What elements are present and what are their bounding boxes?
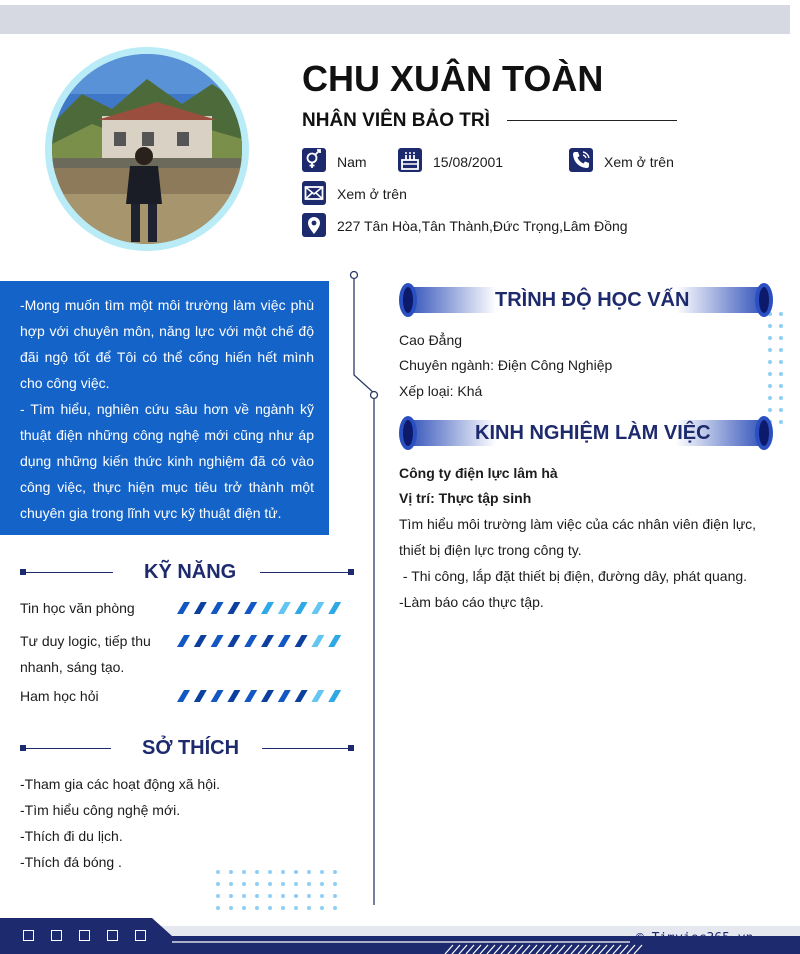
footer-square xyxy=(23,930,34,941)
decor-dot xyxy=(294,870,298,874)
decor-dot xyxy=(320,882,324,886)
decor-dot xyxy=(294,894,298,898)
hobbies-line-left xyxy=(24,748,111,749)
skill-level-segment xyxy=(261,602,274,614)
decor-dot xyxy=(307,870,311,874)
decor-dot xyxy=(320,870,324,874)
decor-dot xyxy=(779,396,783,400)
skill-level-segment xyxy=(261,690,274,702)
skill-level-segment xyxy=(311,602,324,614)
hobbies-title: SỞ THÍCH xyxy=(142,737,240,759)
decor-dot xyxy=(294,906,298,910)
skill-level-segment xyxy=(177,602,190,614)
skill-name: Ham học hỏi xyxy=(20,688,99,704)
decor-dot xyxy=(268,870,272,874)
skill-level-segment xyxy=(244,602,257,614)
decor-dot xyxy=(333,870,337,874)
decor-dot xyxy=(320,906,324,910)
experience-position: Vị trí: Thực tập sinh xyxy=(399,490,532,506)
role-divider xyxy=(507,120,677,121)
decor-dot xyxy=(779,348,783,352)
decor-dot xyxy=(307,882,311,886)
email-value: Xem ở trên xyxy=(337,186,407,202)
hobby-item: -Thích đá bóng . xyxy=(20,854,122,870)
decor-dot xyxy=(768,384,772,388)
decor-dot xyxy=(255,894,259,898)
address-value: 227 Tân Hòa,Tân Thành,Đức Trọng,Lâm Đồng xyxy=(337,218,628,234)
decor-dot xyxy=(242,906,246,910)
decor-dot xyxy=(768,408,772,412)
experience-line: Tìm hiểu môi trường làm việc của các nhân viên điện lực, xyxy=(399,516,757,532)
skill-level-segment xyxy=(211,635,224,647)
skill-level-segment xyxy=(211,602,224,614)
gender-icon xyxy=(302,148,326,172)
hobby-item: -Thích đi du lịch. xyxy=(20,828,123,844)
avatar xyxy=(52,54,242,244)
decor-dot xyxy=(768,360,772,364)
decor-dot xyxy=(307,906,311,910)
skills-line-left xyxy=(24,572,113,573)
footer-square xyxy=(79,930,90,941)
skill-level-segment xyxy=(278,602,291,614)
skill-level-segment xyxy=(194,690,207,702)
decor-dot xyxy=(255,870,259,874)
skill-level-segment xyxy=(194,602,207,614)
skill-level-bar xyxy=(176,688,346,704)
decor-dot xyxy=(779,384,783,388)
experience-title: KINH NGHIỆM LÀM VIỆC xyxy=(475,422,711,444)
experience-line: -Làm báo cáo thực tập. xyxy=(399,594,544,610)
education-level: Cao Đẳng xyxy=(399,332,463,348)
decor-dot xyxy=(333,906,337,910)
decor-dot xyxy=(242,894,246,898)
footer-square xyxy=(51,930,62,941)
phone-value: Xem ở trên xyxy=(604,154,674,170)
decor-dot xyxy=(229,882,233,886)
decor-dot xyxy=(216,882,220,886)
skill-level-segment xyxy=(244,635,257,647)
decor-dot xyxy=(281,870,285,874)
dot-pattern-left xyxy=(214,868,340,914)
decor-dot xyxy=(779,372,783,376)
cake-icon xyxy=(398,148,422,172)
skill-level-segment xyxy=(177,635,190,647)
skill-name: Tin học văn phòng xyxy=(20,600,135,616)
skill-name: Tư duy logic, tiếp thu nhanh, sáng tạo. xyxy=(20,633,151,675)
skill-level-segment xyxy=(328,690,341,702)
footer-square xyxy=(107,930,118,941)
top-decor-bar xyxy=(0,5,790,34)
skill-level-bar xyxy=(176,633,346,649)
hobby-item: -Tham gia các hoạt động xã hội. xyxy=(20,776,221,792)
decor-dot xyxy=(307,894,311,898)
skills-line-marker-right xyxy=(348,569,354,575)
decor-dot xyxy=(268,882,272,886)
decor-dot xyxy=(255,906,259,910)
skills-line-right xyxy=(260,572,352,573)
decor-dot xyxy=(281,882,285,886)
skill-level-segment xyxy=(177,690,190,702)
skill-level-segment xyxy=(211,690,224,702)
hobby-item: -Tìm hiểu công nghệ mới. xyxy=(20,802,181,818)
decor-dot xyxy=(779,408,783,412)
decor-dot xyxy=(779,360,783,364)
decor-dot xyxy=(281,906,285,910)
decor-dot xyxy=(229,870,233,874)
decor-dot xyxy=(768,348,772,352)
skill-level-segment xyxy=(295,690,308,702)
career-objective xyxy=(0,281,329,535)
decor-dot xyxy=(768,336,772,340)
watermark: © Timviec365.vn xyxy=(636,931,754,946)
phone-icon xyxy=(569,148,593,172)
decor-dot xyxy=(320,894,324,898)
skill-level-segment xyxy=(328,635,341,647)
decor-dot xyxy=(216,906,220,910)
skill-level-segment xyxy=(278,690,291,702)
decor-dot xyxy=(779,324,783,328)
decor-dot xyxy=(242,870,246,874)
decor-dot xyxy=(229,906,233,910)
skill-level-segment xyxy=(227,690,240,702)
decor-dot xyxy=(242,882,246,886)
decor-dot xyxy=(268,894,272,898)
objective-paragraph-2: - Tìm hiểu, nghiên cứu sâu hơn về ngành kỹ thuật điện những công nghệ mới cũng như áp dụng những kiến thức kinh nghiệm đã có vào công việc, thực hiện mục tiêu trở thành một chuyên gia trong lĩnh vực kỹ thuật điện tử. xyxy=(20,401,314,521)
footer-square xyxy=(135,930,146,941)
location-icon xyxy=(302,213,326,237)
decor-dot xyxy=(333,894,337,898)
experience-company: Công ty điện lực lâm hà xyxy=(399,465,558,481)
skill-level-bar xyxy=(176,600,346,616)
mail-icon xyxy=(302,181,326,205)
decor-dot xyxy=(216,894,220,898)
hobbies-line-right xyxy=(262,748,352,749)
decor-dot xyxy=(281,894,285,898)
skill-level-segment xyxy=(227,635,240,647)
candidate-role: NHÂN VIÊN BẢO TRÌ xyxy=(302,110,490,131)
decor-dot xyxy=(216,870,220,874)
decor-dot xyxy=(768,372,772,376)
skill-level-segment xyxy=(295,602,308,614)
hobbies-line-marker-right xyxy=(348,745,354,751)
skill-level-segment xyxy=(328,602,341,614)
education-title: TRÌNH ĐỘ HỌC VẤN xyxy=(495,289,690,311)
education-major: Chuyên ngành: Điện Công Nghiệp xyxy=(399,357,613,373)
decor-dot xyxy=(229,894,233,898)
candidate-name: CHU XUÂN TOÀN xyxy=(302,58,604,99)
skill-level-segment xyxy=(227,602,240,614)
skill-level-segment xyxy=(261,635,274,647)
decor-dot xyxy=(779,420,783,424)
decor-dot xyxy=(255,882,259,886)
experience-line: thiết bị điện lực trong công ty. xyxy=(399,542,582,558)
skill-level-segment xyxy=(244,690,257,702)
birthday-value: 15/08/2001 xyxy=(433,154,504,170)
decor-dot xyxy=(333,882,337,886)
decor-dot xyxy=(268,906,272,910)
skill-level-segment xyxy=(295,635,308,647)
skill-level-segment xyxy=(311,690,324,702)
decor-dot xyxy=(779,312,783,316)
skills-title: KỸ NĂNG xyxy=(144,561,237,583)
education-grade: Xếp loại: Khá xyxy=(399,383,483,399)
skill-level-segment xyxy=(311,635,324,647)
skill-level-segment xyxy=(194,635,207,647)
decor-dot xyxy=(768,324,772,328)
decor-dot xyxy=(768,396,772,400)
gender-value: Nam xyxy=(337,154,367,170)
objective-paragraph-1: -Mong muốn tìm một môi trường làm việc phù hợp với chuyên môn, năng lực với một chế độ đãi ngộ tốt để Tôi có thể cống hiến hết mình cho công việc. xyxy=(20,297,314,391)
decor-dot xyxy=(779,336,783,340)
decor-dot xyxy=(294,882,298,886)
skill-level-segment xyxy=(278,635,291,647)
experience-line: - Thi công, lắp đặt thiết bị điện, đường dây, phát quang. xyxy=(399,568,748,584)
